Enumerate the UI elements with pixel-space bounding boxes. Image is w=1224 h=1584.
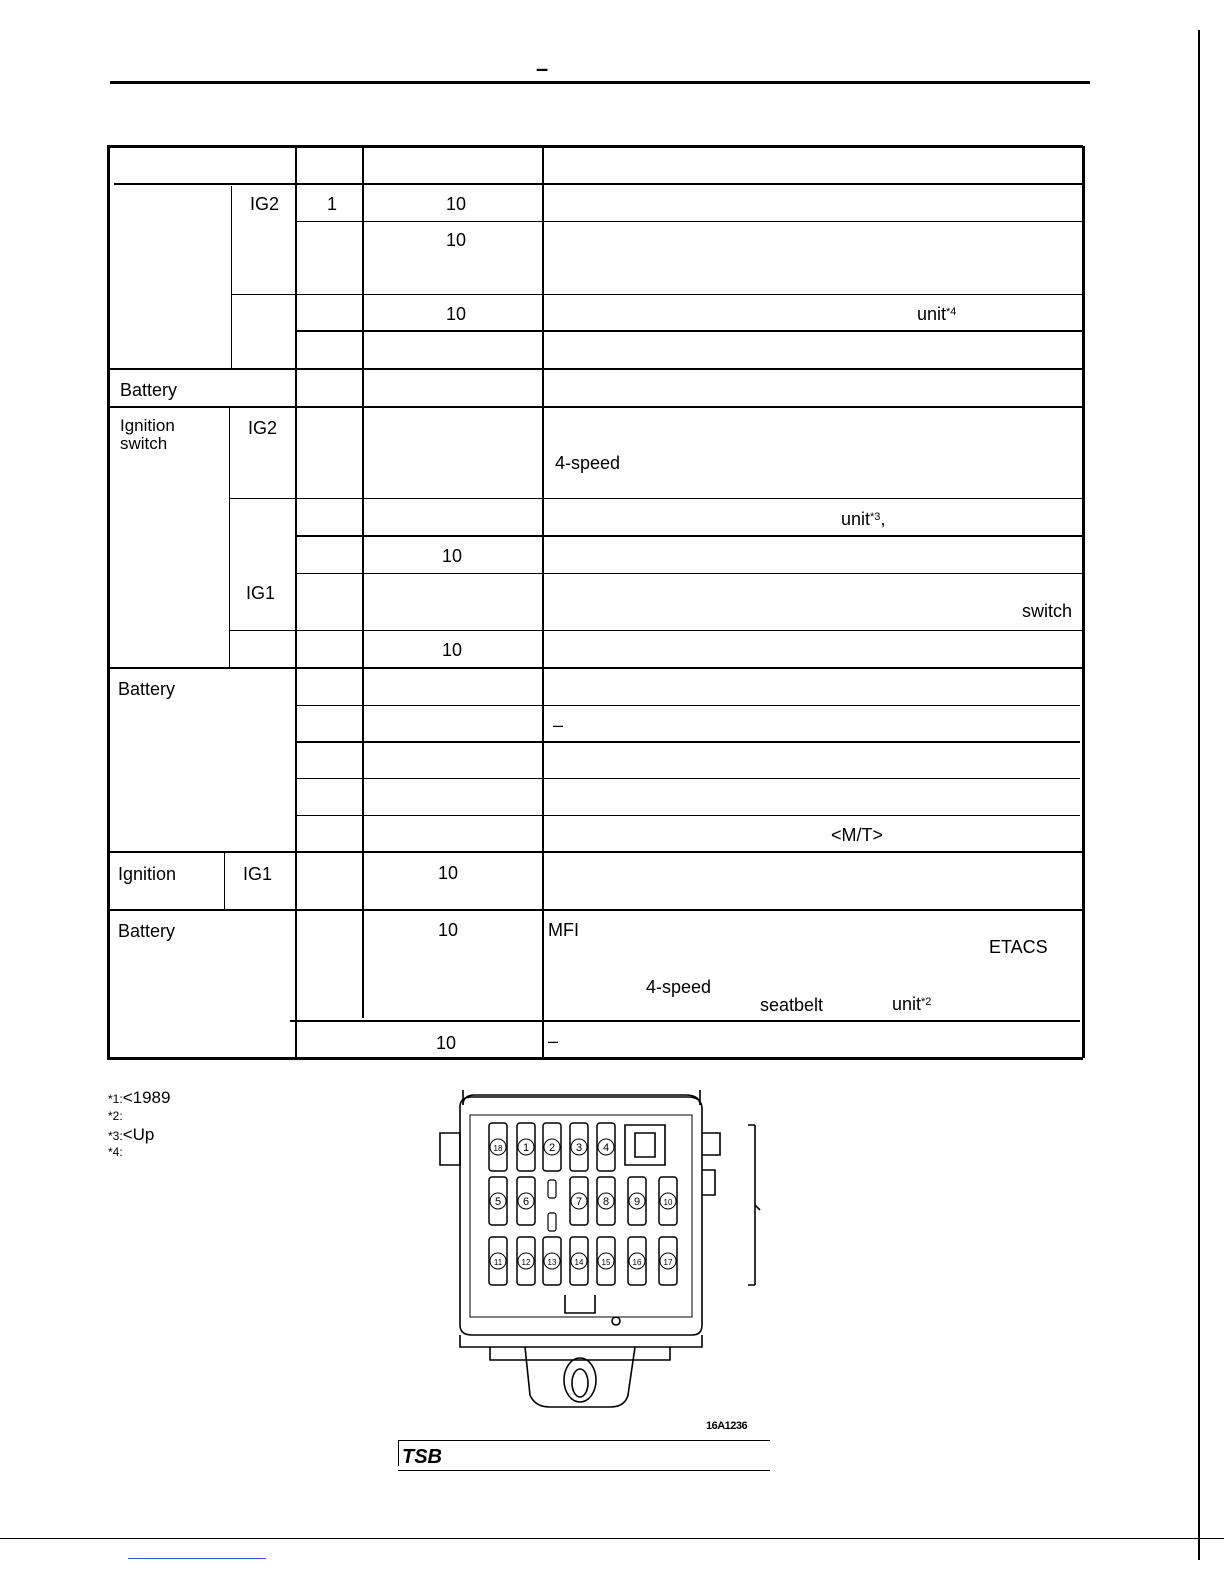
fuse-number-2: 2 (548, 1142, 556, 1154)
row5-source: Battery (120, 380, 178, 400)
spare-slot-2 (548, 1213, 556, 1231)
note-4: *4: (108, 1145, 123, 1159)
footer-link-underline[interactable] (128, 1558, 266, 1559)
row2-amperage: 10 (446, 230, 467, 250)
row17-desc-4speed: 4-speed (646, 977, 712, 997)
row16-amperage: 10 (438, 863, 459, 883)
row6-description: 4-speed (555, 453, 621, 473)
fuse-slots (489, 1123, 677, 1285)
row8-amperage: 10 (442, 546, 463, 566)
fuse-number-11: 11 (493, 1258, 503, 1267)
row16-source: Ignition (118, 864, 177, 884)
row11-source: Battery (118, 679, 176, 699)
row18-description: – (548, 1031, 559, 1051)
fuse-number-6: 6 (522, 1196, 530, 1208)
fuse-number-15: 15 (601, 1258, 611, 1267)
row17-amperage: 10 (438, 920, 459, 940)
row12-description: – (553, 715, 564, 735)
row1-fuse-number: 1 (327, 194, 338, 214)
note-2: *2: (108, 1109, 123, 1123)
fuse-number-9: 9 (633, 1196, 641, 1208)
fuse-number-12: 12 (521, 1258, 531, 1267)
fuse-number-4: 4 (602, 1142, 610, 1154)
row9-description: switch (1022, 601, 1073, 621)
fuse-number-13: 13 (547, 1258, 557, 1267)
row17-desc-mfi: MFI (548, 920, 579, 940)
row6-switch: IG2 (248, 418, 278, 438)
fuse-number-18: 18 (493, 1144, 503, 1153)
fuse-number-16: 16 (632, 1258, 642, 1267)
row17-source: Battery (118, 921, 176, 941)
row17-desc-seatbelt: seatbelt (760, 995, 824, 1015)
fuse-number-8: 8 (602, 1196, 610, 1208)
fuse-number-3: 3 (575, 1142, 583, 1154)
fuse-number-7: 7 (575, 1196, 583, 1208)
fuse-number-10: 10 (663, 1198, 673, 1207)
row16-switch: IG1 (243, 864, 273, 884)
right-margin-line (1198, 30, 1200, 1560)
fuse-number-1: 1 (522, 1142, 530, 1154)
row1-amperage: 10 (446, 194, 467, 214)
fuse-box-outline (440, 1090, 760, 1407)
note-1: *1:<1989 (108, 1088, 171, 1107)
row10-amperage: 10 (442, 640, 463, 660)
row7-description: unit$^{*3}$, (841, 509, 886, 529)
header-dash: – (536, 56, 549, 81)
footer-rule (0, 1538, 1224, 1539)
row6-source: Ignition switch (120, 416, 175, 453)
row9-switch: IG1 (246, 583, 276, 603)
spare-slot-1 (548, 1180, 556, 1198)
fuse-box-diagram (430, 1085, 810, 1415)
row17-desc-unit: unit$^{*2}$ (892, 994, 932, 1014)
fuse-number-14: 14 (574, 1258, 584, 1267)
header-rule (110, 81, 1090, 84)
row17-desc-etacs: ETACS (989, 937, 1048, 957)
tsb-label: TSB (402, 1446, 442, 1468)
row3-amperage: 10 (446, 304, 467, 324)
row15-description: <M/T> (831, 825, 884, 845)
fuse-number-17: 17 (663, 1258, 673, 1267)
row1-switch: IG2 (250, 194, 280, 214)
row3-description: unit$^{*4}$ (917, 304, 957, 324)
note-3: *3:<Up (108, 1125, 155, 1144)
diagram-code: 16A1236 (706, 1420, 748, 1432)
fuse-number-5: 5 (494, 1196, 502, 1208)
row18-amperage: 10 (436, 1033, 457, 1053)
